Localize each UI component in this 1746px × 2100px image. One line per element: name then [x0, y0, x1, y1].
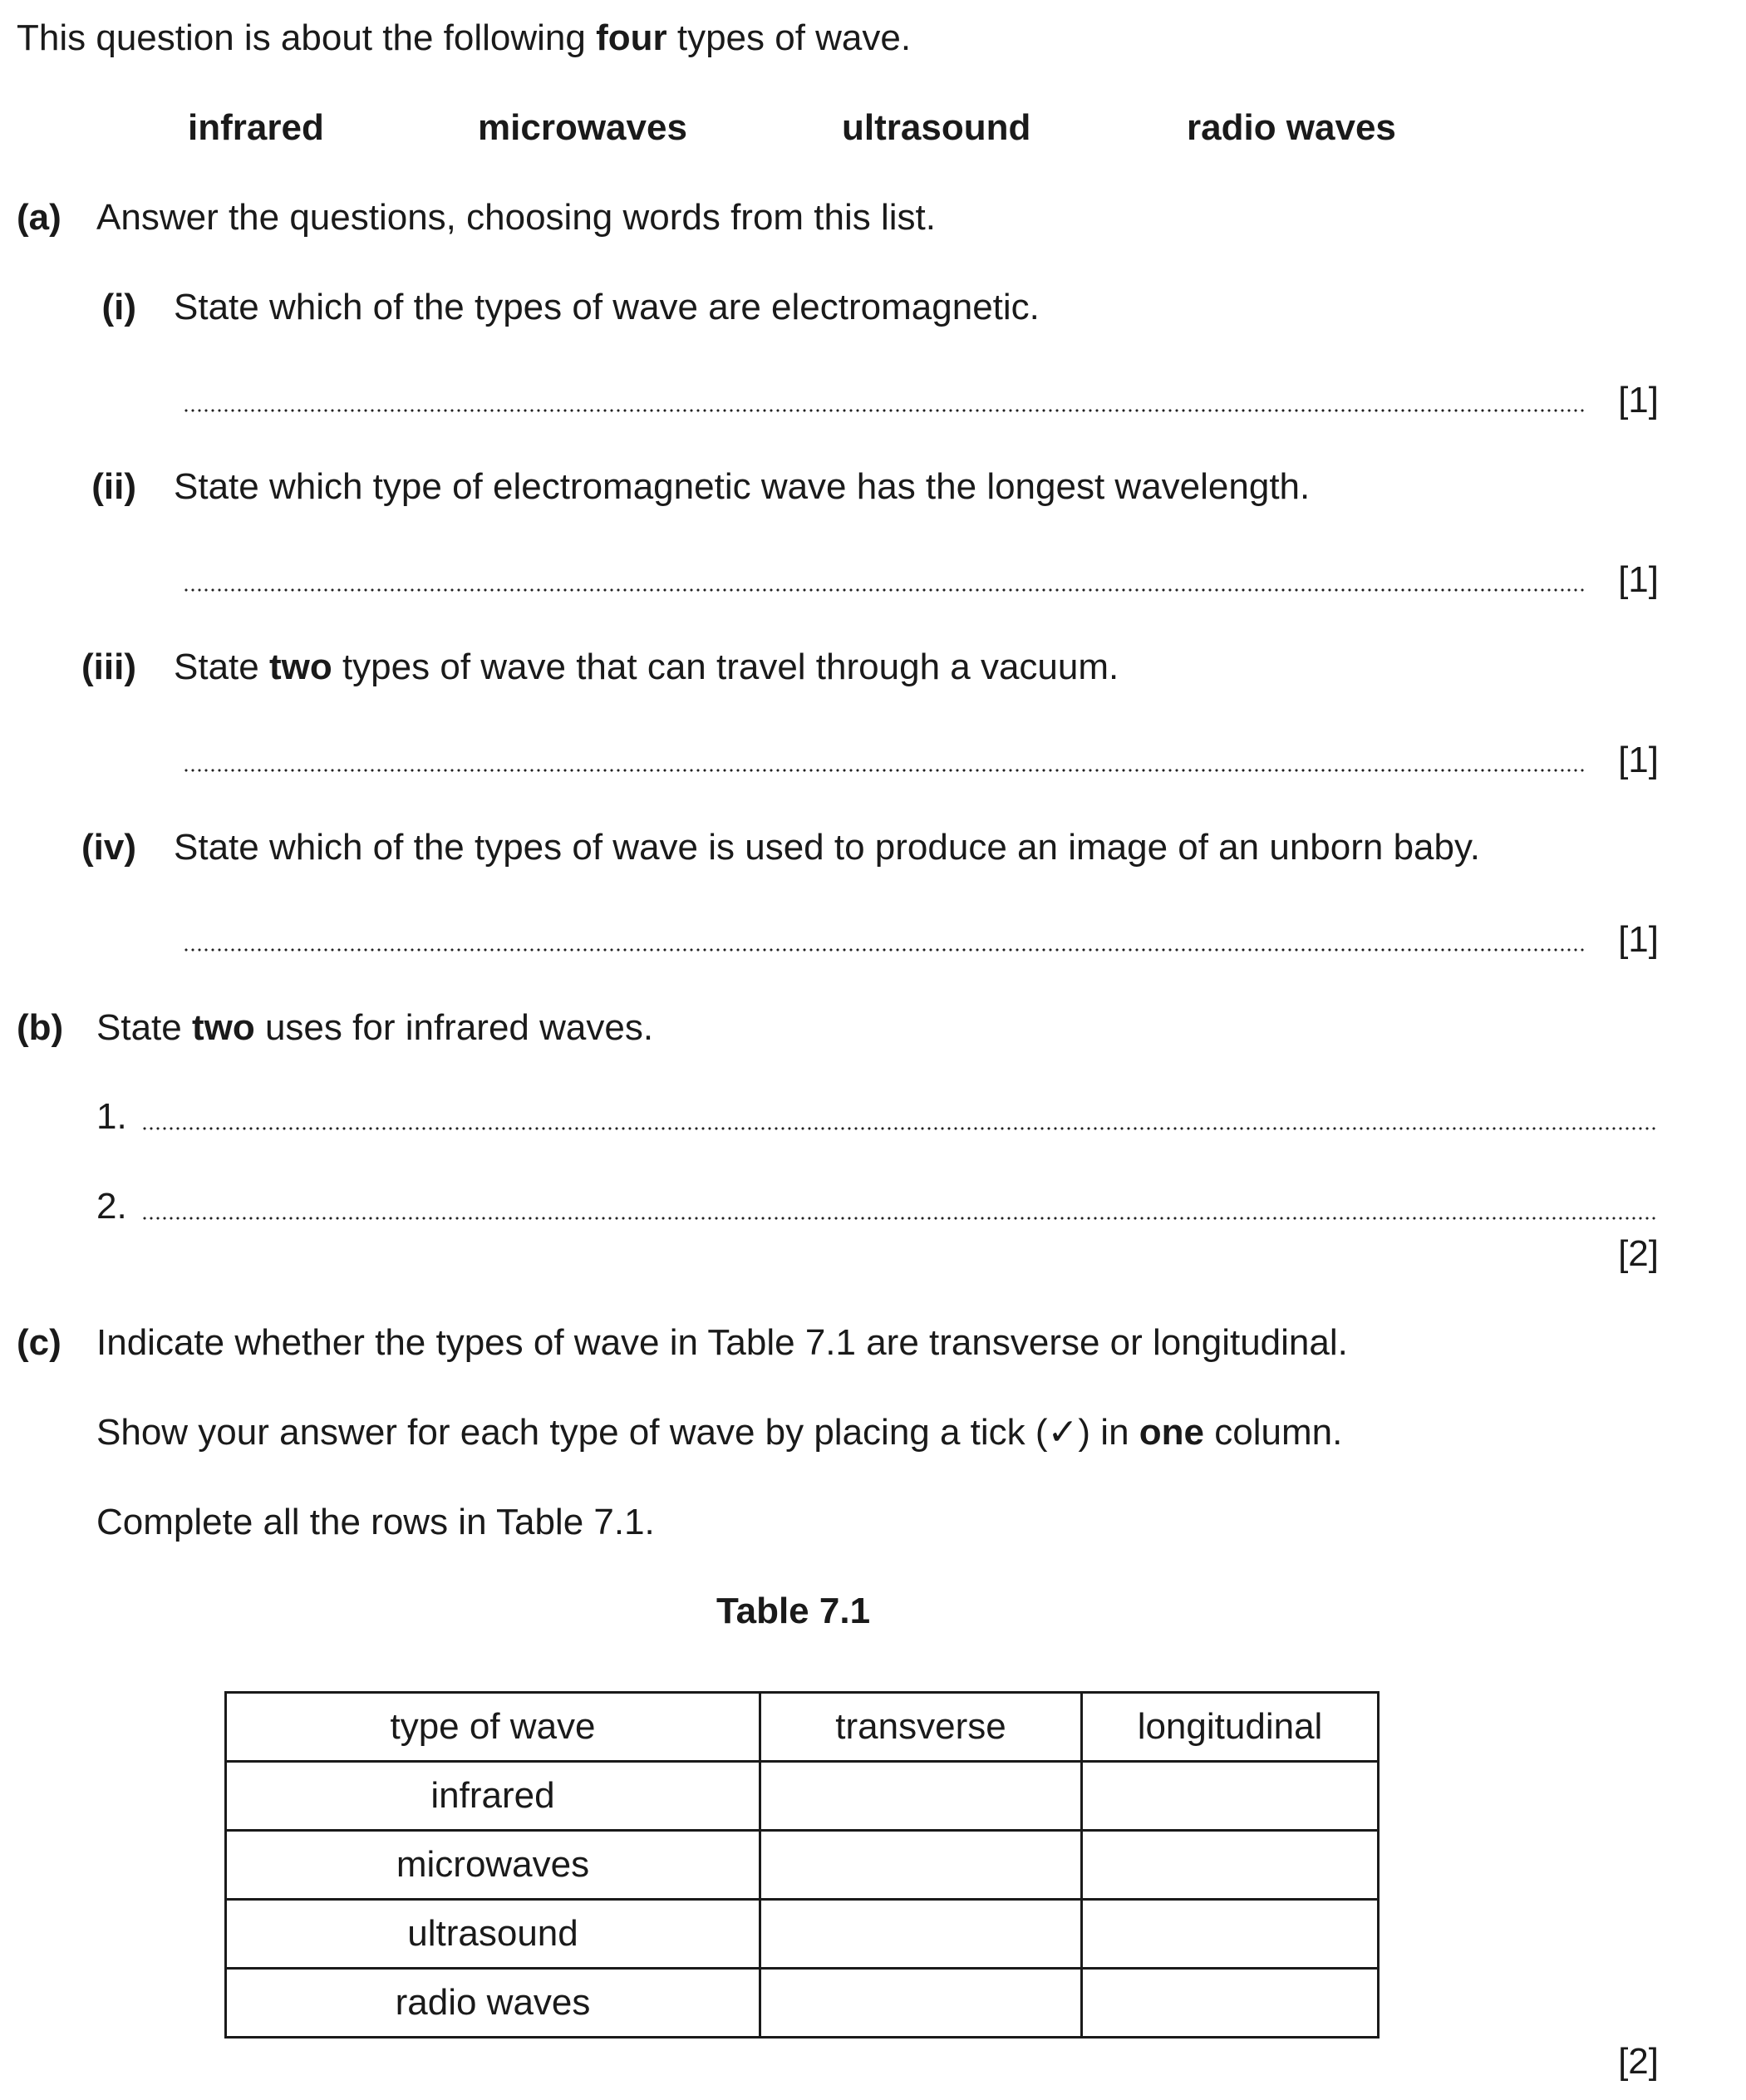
question-text-bold: two — [268, 647, 332, 687]
question-label: (ii) — [91, 466, 136, 507]
answer-line[interactable] — [183, 769, 1587, 772]
table-header-row — [226, 1693, 1379, 1762]
intro-text — [17, 17, 912, 58]
part-c-instruction-start: Show your answer for each type of wave by placing a tick (✓) in — [96, 1412, 1139, 1453]
table-row — [226, 1831, 1379, 1900]
wave-table — [224, 1691, 1380, 2039]
part-a-label: (a) — [17, 197, 61, 238]
answer-line[interactable] — [183, 948, 1587, 952]
transverse-tick-cell[interactable] — [760, 1969, 1082, 2038]
part-b-text-bold: two — [191, 1007, 255, 1048]
question-text-part: State which of the types of wave are electromagnetic. — [174, 287, 1040, 327]
table-header-cell: longitudinal — [1082, 1693, 1379, 1762]
question-text — [174, 829, 1480, 866]
table-row — [226, 1762, 1379, 1831]
longitudinal-tick-cell[interactable] — [1082, 1762, 1379, 1831]
table-row — [226, 1969, 1379, 2038]
part-c-instruction — [96, 1414, 1342, 1451]
question-text-part: State which of the types of wave is used to produce an image of an unborn baby. — [174, 827, 1480, 868]
wave-type-cell: infrared — [226, 1762, 760, 1831]
part-c-complete-text: Complete all the rows in Table 7.1. — [96, 1502, 655, 1542]
transverse-tick-cell[interactable] — [760, 1831, 1082, 1900]
mark-allocation: [1] — [1618, 380, 1659, 420]
longitudinal-tick-cell[interactable] — [1082, 1900, 1379, 1969]
mark-allocation: [1] — [1618, 919, 1659, 960]
question-text-part: State which type of electromagnetic wave has the longest wavelength. — [174, 466, 1311, 507]
mark-allocation: [2] — [1618, 1233, 1659, 1274]
part-b-text — [96, 1007, 654, 1048]
wave-type-cell: ultrasound — [226, 1900, 760, 1969]
question-text-part: types of wave that can travel through a vacuum. — [332, 647, 1119, 687]
mark-allocation: [1] — [1618, 740, 1659, 780]
question-label: (iii) — [81, 647, 136, 687]
table-title: Table 7.1 — [716, 1591, 871, 1631]
answer-number: 1. — [96, 1096, 127, 1137]
table-header-cell: transverse — [760, 1693, 1082, 1762]
wave-type-cell: microwaves — [226, 1831, 760, 1900]
table-header-cell: type of wave — [226, 1693, 760, 1762]
intro-text-start: This question is about the following — [17, 17, 597, 58]
transverse-tick-cell[interactable] — [760, 1762, 1082, 1831]
mark-allocation: [2] — [1618, 2041, 1659, 2082]
question-text — [174, 649, 1119, 686]
mark-allocation: [1] — [1618, 559, 1659, 600]
part-b-text-start: State — [96, 1007, 192, 1048]
answer-line[interactable] — [183, 409, 1587, 412]
wave-list-item: microwaves — [478, 107, 687, 148]
longitudinal-tick-cell[interactable] — [1082, 1831, 1379, 1900]
intro-text-end: types of wave. — [666, 17, 912, 58]
answer-line[interactable] — [141, 1217, 1658, 1220]
part-c-instruction-bold: one — [1139, 1412, 1205, 1453]
answer-number: 2. — [96, 1186, 127, 1227]
wave-type-cell: radio waves — [226, 1969, 760, 2038]
question-text — [174, 466, 1311, 507]
part-c-label: (c) — [17, 1322, 61, 1363]
answer-line[interactable] — [183, 588, 1587, 592]
intro-text-bold: four — [596, 17, 667, 58]
question-label: (iv) — [81, 827, 136, 868]
part-b-text-end: uses for infrared waves. — [254, 1007, 654, 1048]
transverse-tick-cell[interactable] — [760, 1900, 1082, 1969]
part-c-instruction-end: column. — [1204, 1412, 1343, 1453]
part-c-text: Indicate whether the types of wave in Table 7.1 are transverse or longitudinal. — [96, 1322, 1348, 1363]
wave-list-item: radio waves — [1187, 107, 1396, 148]
question-label: (i) — [101, 287, 136, 327]
question-text-part: State — [174, 647, 269, 687]
wave-list-item: ultrasound — [842, 107, 1031, 148]
part-a-text: Answer the questions, choosing words from this list. — [96, 197, 937, 238]
longitudinal-tick-cell[interactable] — [1082, 1969, 1379, 2038]
table-row — [226, 1900, 1379, 1969]
part-b-label: (b) — [17, 1007, 64, 1048]
answer-line[interactable] — [141, 1127, 1658, 1130]
question-text — [174, 289, 1040, 326]
wave-list-item: infrared — [188, 107, 324, 148]
